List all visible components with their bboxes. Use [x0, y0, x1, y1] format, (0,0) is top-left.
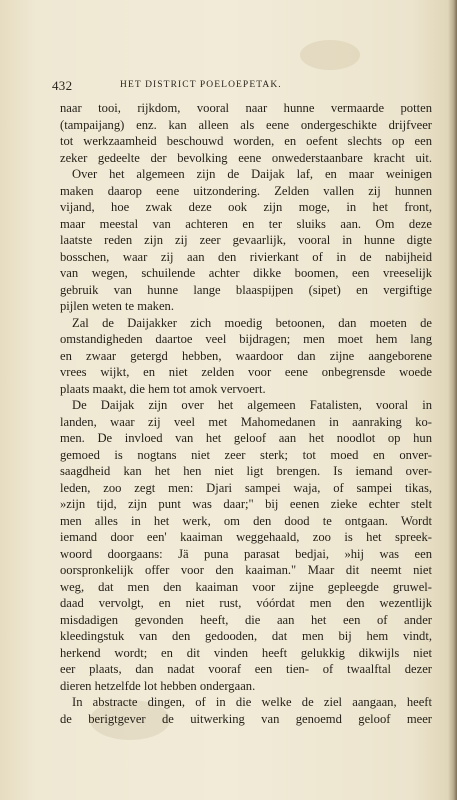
page-edge-shadow — [448, 0, 457, 800]
text-line: eer plaats, dan nadat vooraf een tien- of twaalftal dezer — [60, 662, 432, 676]
text-line: dieren hetzelfde lot hebben ondergaan. — [60, 678, 256, 693]
text-line: en zwaar getergd hebben, waardoor dan zijne aangeborene — [60, 348, 432, 363]
text-line: De Daijak zijn over het algemeen Fatalisten, vooral in — [72, 398, 432, 412]
text-line: oorspronkelijk offer voor den kaaiman." Maar dit neemt niet — [60, 563, 432, 577]
text-line: saagdheid kan het hen niet ligt brengen. Is iemand over- — [60, 464, 432, 478]
text-line: van wegen, schuilende achter dikke boomen, een vreeselijk — [60, 266, 432, 280]
text-line: laatste reden zijn zij zeer gevaarlijk, vooral in hunne digte — [60, 233, 432, 247]
text-line: Over het algemeen zijn de Daijak laf, en maar weinigen — [72, 167, 432, 181]
text-line: misdadigen gevonden heeft, die aan het een of ander — [60, 612, 432, 627]
text-line: pijlen weten te maken. — [60, 299, 175, 313]
text-line: de berigtgever de uitwerking van genoemd geloof meer — [60, 711, 432, 726]
text-line: leden, zoo zegt men: Djari sampei waja, of sampei tikas, — [60, 480, 432, 495]
text-line: landen, waar zij veel met Mahomedanen in aanraking ko- — [60, 414, 432, 429]
text-line: omstandigheden daartoe veel bijdragen; men moet hem lang — [60, 332, 432, 346]
page-header — [52, 78, 424, 98]
text-line: bosschen, waar zij aan den rivierkant of in de nabijheid — [60, 249, 432, 264]
text-line: (tampaijang) enz. kan alleen als eene ondergeschikte drijfveer — [60, 117, 432, 132]
text-line: herkend wordt; en dit vinden heeft gelukkig dikwijls niet — [60, 645, 432, 660]
paper-stain — [300, 40, 360, 70]
running-title: HET DISTRICT POELOEPETAK. — [120, 80, 282, 90]
text-line: men alles in het werk, om den dood te ontgaan. Wordt — [60, 513, 432, 528]
text-line: zeker gedeelte der bevolking eene onwederstaanbare kracht uit. — [60, 150, 432, 165]
text-line: gebruik van hunne lange blaaspijpen (sipet) en vergiftige — [60, 282, 432, 297]
text-line: »zijn tijd, zijn punt was daar;" bij eenen zieke echter stelt — [60, 497, 432, 511]
text-line: Zal de Daijakker zich moedig betoonen, dan moeten de — [72, 315, 432, 330]
text-line: iemand door een' kaaiman weggehaald, zoo is het spreek- — [60, 530, 432, 544]
text-line: maar meestal van achteren en ter sluiks aan. Om deze — [60, 216, 432, 231]
text-line: maken daarop eene uitzondering. Zelden vallen zij hunnen — [60, 183, 432, 198]
body-text — [60, 100, 432, 727]
page-number: 432 — [52, 78, 73, 93]
text-line: woord doorgaans: Jä puna parasat bedjai, »hij was een — [60, 546, 432, 561]
text-line: daad vervolgt, en niet rust, vóórdat men den wezentlijk — [60, 596, 432, 610]
text-line: men. De invloed van het geloof aan het noodlot op hun — [60, 431, 432, 445]
text-line: vijand, hoe zwak deze ook zijn moge, in het front, — [60, 200, 432, 214]
text-line: gemoed is nogtans niet zeer sterk; tot moed en onver- — [60, 447, 432, 462]
text-line: weg, dat men den kaaiman voor zijne gepleegde gruwel- — [60, 579, 432, 594]
text-line: vrees wijkt, en niet zelden voor eene onbegrensde woede — [60, 365, 432, 379]
text-line: In abstracte dingen, of in die welke de ziel aangaan, heeft — [72, 695, 432, 709]
text-line: naar tooi, rijkdom, vooral naar hunne vermaarde potten — [60, 101, 432, 115]
text-line: kleedingstuk van den gedooden, dat men bij hem vindt, — [60, 629, 432, 643]
text-line: plaats maakt, die hem tot amok vervoert. — [60, 381, 266, 396]
text-line: tot werkzaamheid beschouwd worden, en oefent slechts op een — [60, 134, 432, 148]
